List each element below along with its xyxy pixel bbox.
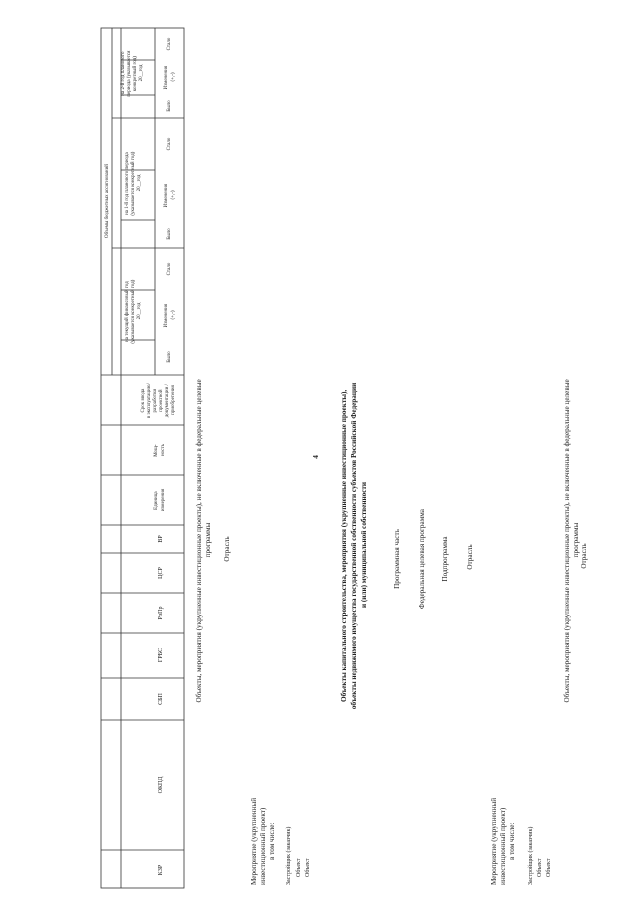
- header-sbp: СБП: [158, 693, 164, 705]
- header-period-y1: на 1-й год планового периода (указывается конкретный год) 20__год: [125, 151, 142, 216]
- section3-branch: Отрасль: [580, 543, 588, 569]
- event1-label: Мероприятие (укрупненный инвестиционный проект) в том числе:: [250, 797, 276, 885]
- sub-change-current: Изменения (+,-): [164, 303, 176, 328]
- object2b-label: Объект: [546, 858, 552, 877]
- header-okpd: ОКПД: [158, 776, 164, 794]
- section1-title: Объекты, мероприятия (укрупненные инвестиционные проекты), не включенные в федеральные целевые программы: [195, 379, 212, 703]
- sub-became-current: Стало: [167, 262, 172, 276]
- header-ksr: КЗР: [158, 864, 164, 876]
- page-number: 4: [312, 455, 320, 459]
- sub-was-current: Было: [167, 351, 172, 363]
- federal-program: Федеральная целевая программа: [418, 509, 426, 609]
- sub-became-y1: Стало: [167, 137, 172, 151]
- object2a-label: Объект: [537, 858, 543, 877]
- sub-change-y2: Изменения (+,-): [164, 65, 176, 90]
- document-body: [195, 377, 588, 885]
- header-period-y2: на 2-й год планового периода (указывается конкретный год) 20__год: [121, 50, 144, 97]
- sub-was-y1: Было: [167, 228, 172, 240]
- header-period-current: на текущий финансовый год (указывается конкретный год) 20__год: [125, 279, 142, 344]
- header-unit: Единица измерения: [154, 488, 166, 512]
- budget-table: [101, 28, 184, 888]
- builder2-label: Застройщик (заказчик): [528, 826, 534, 885]
- section2-title: Объекты капитального строительства, мероприятия (укрупненные инвестиционные проекты), объекты недвижимого имущества государственной собственности субъектов Российской Федерации и (или) муниципальной собственности: [340, 382, 368, 710]
- subprogram: Подпрограмма: [441, 536, 449, 582]
- sub-became-y2: Стало: [167, 37, 172, 51]
- header-capacity: Мощ- ность: [154, 444, 166, 457]
- program-part: Программная часть: [393, 529, 401, 589]
- object1a-label: Объект: [296, 858, 302, 877]
- sub-change-y1: Изменения (+,-): [164, 183, 176, 208]
- section2-branch: Отрасль: [466, 544, 474, 570]
- header-rzpr: РзПр: [158, 606, 164, 620]
- section1-branch: Отрасль: [223, 536, 231, 562]
- table-grid: [101, 28, 184, 888]
- event2-label: Мероприятие (укрупненный инвестиционный проект) в том числе:: [490, 797, 516, 885]
- section3-title: Объекты, мероприятия (укрупненные инвестиционные проекты), не включенные в федеральные целевые программы: [563, 379, 580, 703]
- object1b-label: Объект: [305, 858, 311, 877]
- header-deadline: Срок ввода в эксплуатацию/ разработки проектной документации / приобретения: [141, 383, 176, 419]
- header-volumes: Объемы бюджетных ассигнований: [105, 164, 110, 238]
- sub-was-y2: Было: [167, 100, 172, 112]
- header-grbs: ГРБС: [158, 647, 164, 663]
- header-csr: ЦСР: [158, 567, 164, 579]
- builder1-label: Застройщик (заказчик): [286, 826, 292, 885]
- header-vr: ВР: [158, 535, 164, 543]
